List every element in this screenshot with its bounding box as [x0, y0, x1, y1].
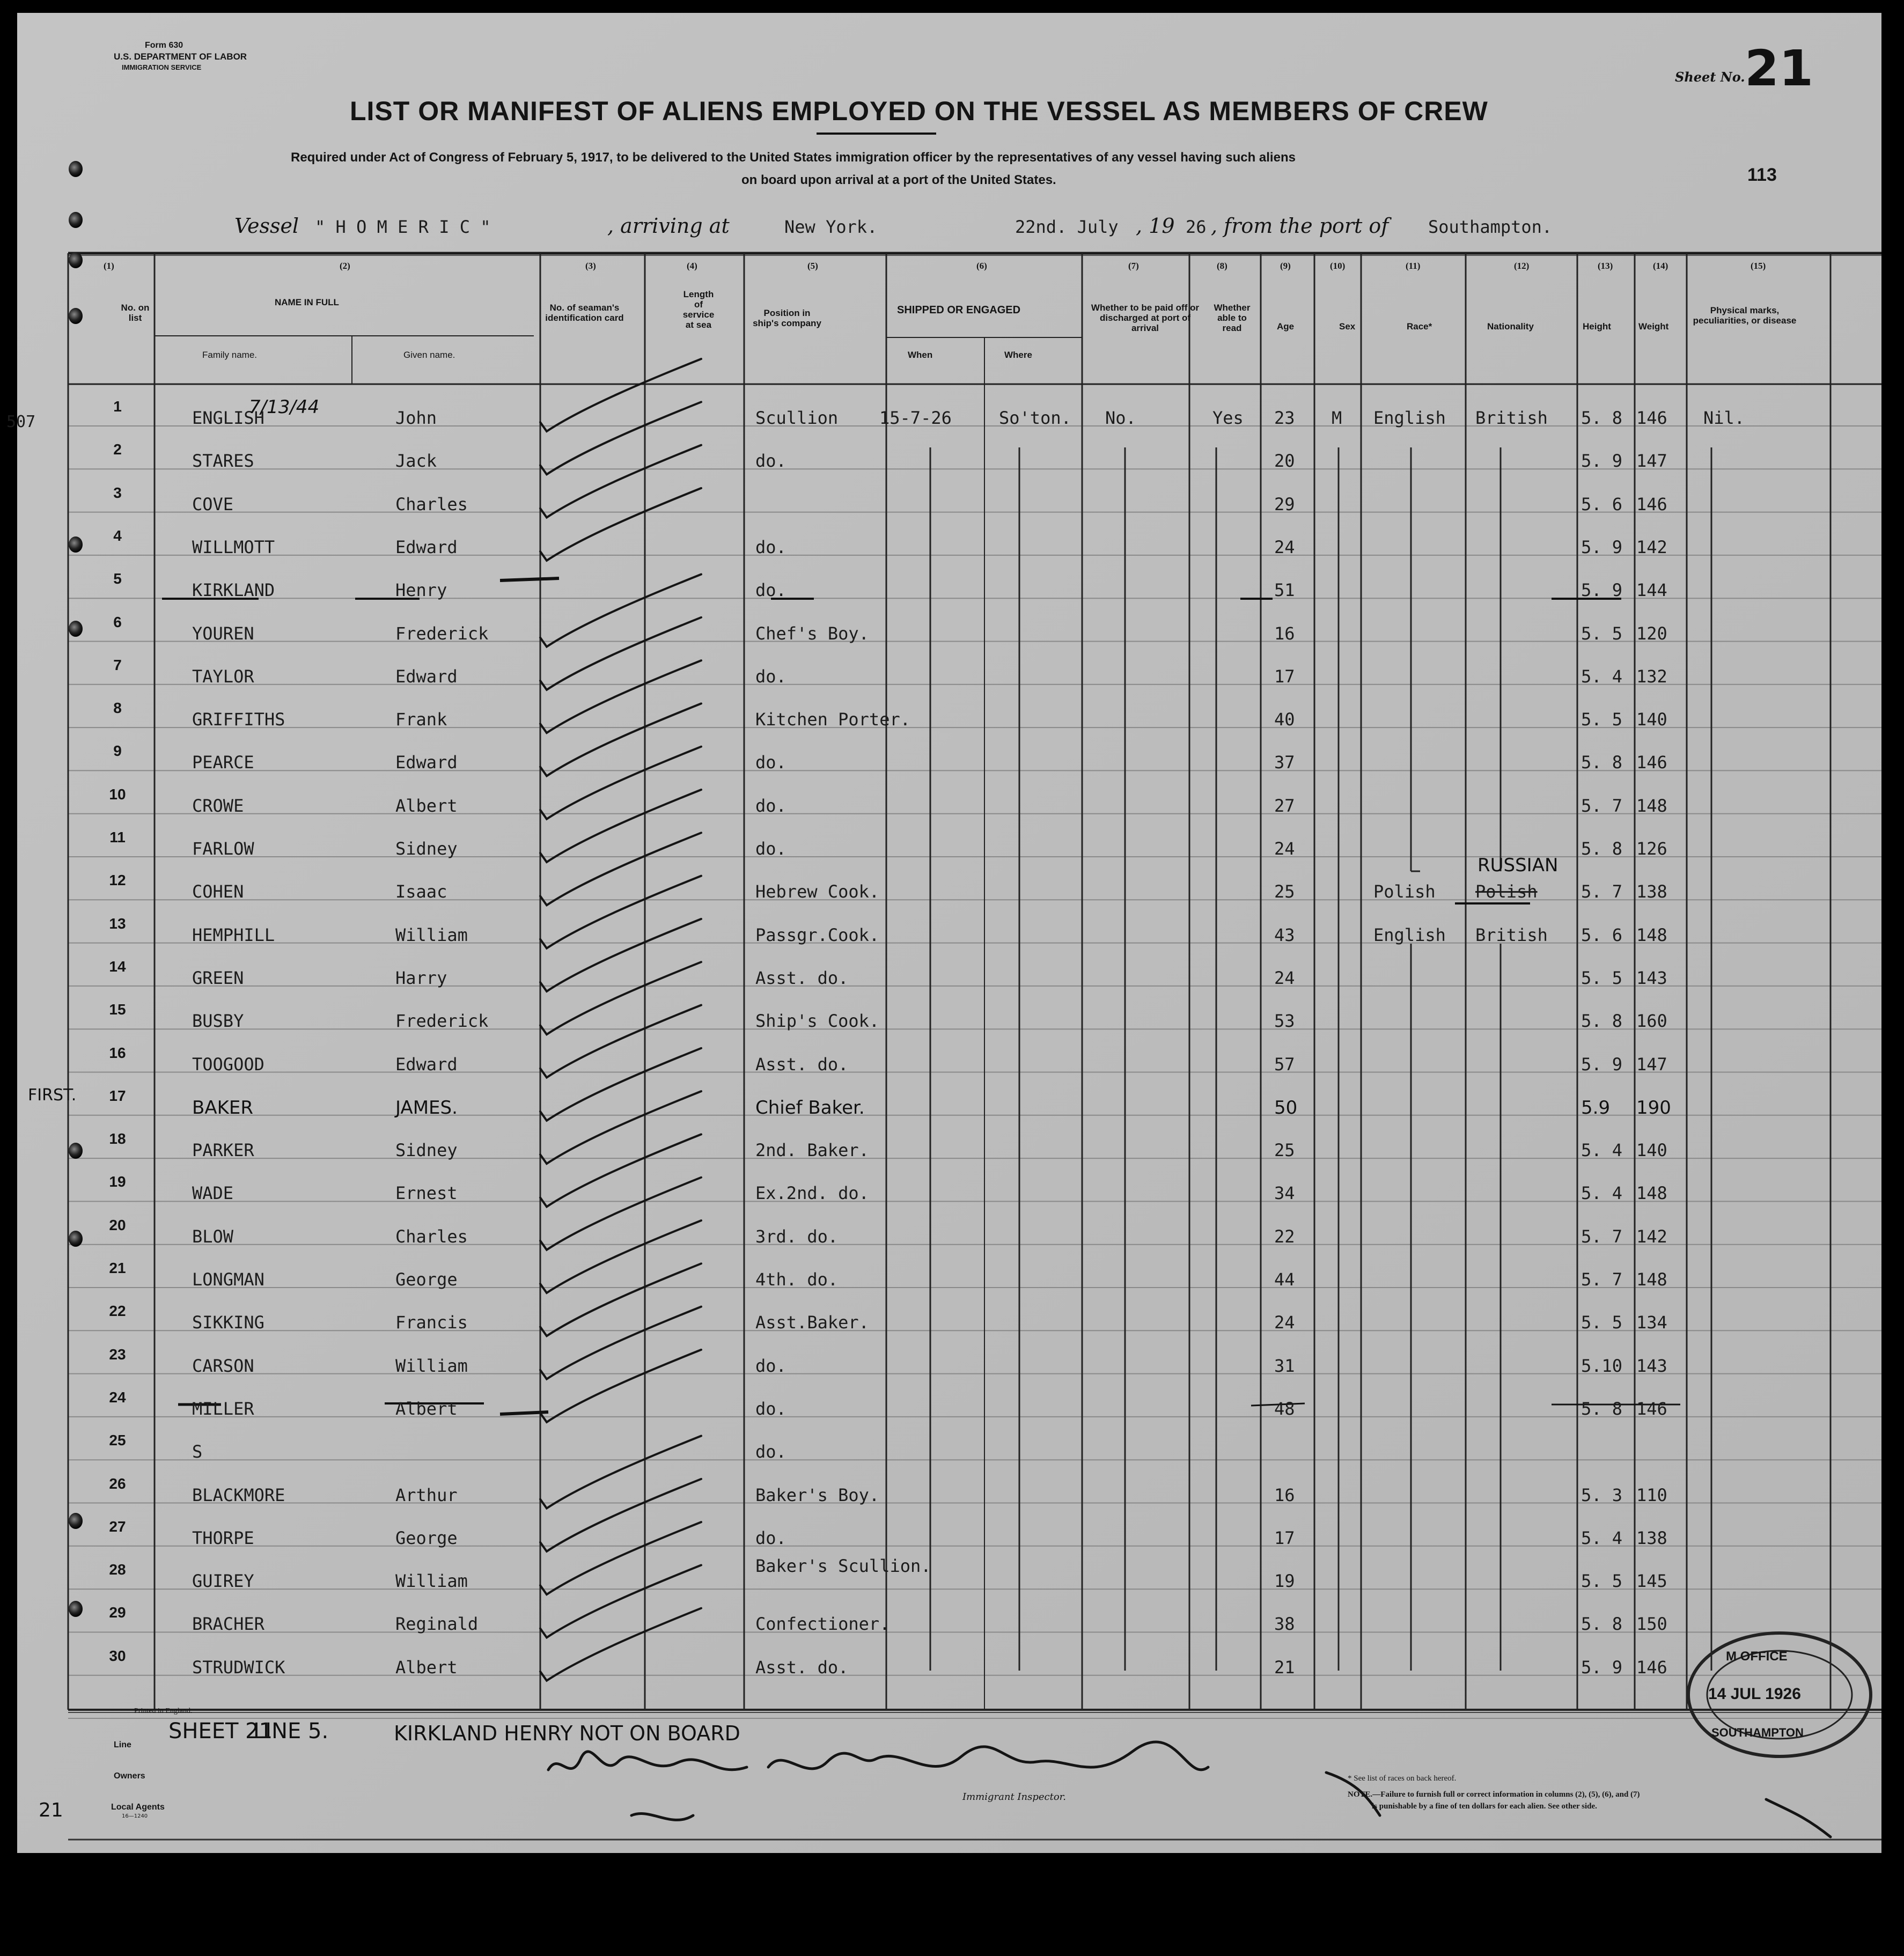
- column-number: (1): [104, 261, 114, 271]
- row-no: 2: [113, 441, 122, 458]
- row-no: 4: [113, 527, 122, 544]
- subtitle-line-2: on board upon arrival at a port of the United States.: [741, 173, 1056, 187]
- stamp-top: M OFFICE: [1726, 1649, 1788, 1664]
- row-given: Albert: [395, 1657, 458, 1678]
- service: IMMIGRATION SERVICE: [122, 63, 202, 71]
- row-age: 53: [1274, 1011, 1295, 1032]
- row-family: TAYLOR: [192, 666, 254, 687]
- row-height: 5. 4: [1581, 1527, 1623, 1548]
- row-height: 5. 8: [1581, 408, 1623, 428]
- row-height: 5.10: [1581, 1355, 1623, 1376]
- from-label: , from the port of: [1211, 214, 1389, 238]
- row-age: 34: [1274, 1183, 1295, 1204]
- row-age: 50: [1274, 1097, 1298, 1119]
- row-position: do.: [755, 666, 786, 687]
- row-family: BAKER: [192, 1097, 253, 1119]
- col-nationality: Nationality: [1487, 321, 1534, 332]
- row-nationality: British: [1475, 408, 1548, 428]
- department: U.S. DEPARTMENT OF LABOR: [114, 52, 247, 62]
- row-no: 1: [113, 398, 122, 415]
- row-age: 17: [1274, 666, 1295, 687]
- row-weight: 143: [1636, 1355, 1667, 1376]
- col-weight: Weight: [1638, 321, 1669, 332]
- row-family: COHEN: [192, 881, 244, 902]
- col-given-name: Given name.: [403, 350, 455, 360]
- row-marks: Nil.: [1703, 408, 1745, 428]
- column-number: (11): [1406, 261, 1421, 271]
- row-no: 25: [109, 1432, 126, 1449]
- row-given: Albert: [395, 1398, 458, 1419]
- row-position: do.: [755, 1527, 786, 1548]
- sheet-label: Sheet No.: [1675, 69, 1745, 85]
- row-age: 17: [1274, 1527, 1295, 1548]
- col-physical: Physical marks, peculiarities, or disease: [1693, 305, 1797, 326]
- row-no: 30: [109, 1647, 126, 1664]
- row-given: Frank: [395, 709, 447, 730]
- row-weight: 160: [1636, 1011, 1667, 1032]
- col-length-service: Length of service at sea: [682, 289, 715, 330]
- col-position: Position in ship's company: [753, 308, 821, 328]
- row-height: 5. 4: [1581, 666, 1623, 687]
- row-height: 5. 5: [1581, 967, 1623, 988]
- row-position: do.: [755, 795, 786, 816]
- row-position: Hebrew Cook.: [755, 881, 880, 902]
- row-given: George: [395, 1527, 458, 1548]
- row-weight: 144: [1636, 580, 1667, 601]
- row-family: YOUREN: [192, 623, 254, 644]
- row-family: GRIFFITHS: [192, 709, 285, 730]
- row-read: Yes: [1212, 408, 1244, 428]
- row-position: Asst. do.: [755, 967, 849, 988]
- row-position: 3rd. do.: [755, 1226, 839, 1247]
- row-no: 11: [109, 829, 126, 845]
- row-weight: 147: [1636, 1054, 1667, 1075]
- col-age: Age: [1277, 321, 1295, 332]
- row-no: 17: [109, 1087, 126, 1104]
- departure-port: Southampton.: [1428, 217, 1553, 237]
- col-when: When: [908, 350, 933, 360]
- row-no: 28: [109, 1561, 126, 1578]
- row-weight: 145: [1636, 1571, 1667, 1592]
- row-no: 7: [113, 656, 122, 673]
- row-age: 38: [1274, 1614, 1295, 1635]
- row-no: 3: [113, 484, 122, 501]
- row-height: 5. 9: [1581, 1657, 1623, 1678]
- year-prefix: , 19: [1136, 214, 1175, 238]
- col-family-name: Family name.: [202, 350, 258, 360]
- row-given: John: [395, 408, 437, 428]
- row-given: Albert: [395, 795, 458, 816]
- row-position: Kitchen Porter.: [755, 709, 910, 730]
- row-position: do.: [755, 536, 786, 557]
- row-family: MILLER: [192, 1398, 254, 1419]
- row-no: 19: [109, 1173, 126, 1190]
- row-position: Confectioner.: [755, 1614, 890, 1635]
- inspector-label: Immigrant Inspector.: [962, 1791, 1067, 1803]
- races-note: * See list of races on back hereof.: [1348, 1774, 1457, 1783]
- col-paid-off: Whether to be paid off or discharged at port of arrival: [1091, 303, 1200, 333]
- row-age: 24: [1274, 1312, 1295, 1333]
- row-race: Polish: [1373, 881, 1436, 902]
- row-where: So'ton.: [999, 408, 1071, 428]
- row-given: William: [395, 924, 468, 945]
- arrival-year: 26: [1186, 217, 1207, 237]
- row-family: FARLOW: [192, 839, 254, 859]
- column-number: (4): [687, 261, 697, 271]
- row-weight: 140: [1636, 1140, 1667, 1161]
- column-number: (15): [1751, 261, 1766, 271]
- column-number: (6): [976, 261, 987, 271]
- row-height: 5. 5: [1581, 709, 1623, 730]
- row-weight: 148: [1636, 924, 1667, 945]
- row-weight: 147: [1636, 451, 1667, 472]
- column-number: (14): [1653, 261, 1668, 271]
- row-given: William: [395, 1571, 468, 1592]
- row-weight: 148: [1636, 795, 1667, 816]
- row-age: 23: [1274, 408, 1295, 428]
- row-family: HEMPHILL: [192, 924, 275, 945]
- note-sheet: SHEET 21: [168, 1719, 273, 1744]
- page-number: 113: [1747, 165, 1777, 185]
- printed-in: Printed in England.: [134, 1707, 193, 1715]
- row-age: 37: [1274, 752, 1295, 773]
- row-height: 5.9: [1581, 1097, 1611, 1119]
- row-weight: 190: [1636, 1097, 1671, 1119]
- row-position: do.: [755, 451, 786, 472]
- row-family: PEARCE: [192, 752, 254, 773]
- row-age: 57: [1274, 1054, 1295, 1075]
- col-able-read: Whether able to read: [1214, 303, 1251, 333]
- col-height: Height: [1583, 321, 1611, 332]
- row-position: Baker's Scullion.: [755, 1556, 931, 1577]
- row-family: STRUDWICK: [192, 1657, 285, 1678]
- row-family: COVE: [192, 494, 234, 514]
- row-no: 13: [109, 915, 126, 932]
- line-label: Line: [114, 1740, 131, 1749]
- row-weight: 146: [1636, 494, 1667, 514]
- row-given: Edward: [395, 666, 458, 687]
- row-height: 5. 7: [1581, 795, 1623, 816]
- row-age: 16: [1274, 1484, 1295, 1505]
- row-given: Henry: [395, 580, 447, 601]
- stamp-date: 14 JUL 1926: [1708, 1685, 1801, 1703]
- col-seaman-card: No. of seaman's identification card: [545, 303, 624, 323]
- row-given: Jack: [395, 451, 437, 472]
- row-height: 5. 9: [1581, 1054, 1623, 1075]
- row-no: 9: [113, 742, 122, 760]
- row-height: 5. 8: [1581, 752, 1623, 773]
- row-age: 25: [1274, 881, 1295, 902]
- row-given: Arthur: [395, 1484, 458, 1505]
- row-family: THORPE: [192, 1527, 254, 1548]
- row-family: GUIREY: [192, 1571, 254, 1592]
- row-weight: 138: [1636, 881, 1667, 902]
- column-number: (3): [585, 261, 596, 271]
- row-age: 27: [1274, 795, 1295, 816]
- col-race: Race*: [1407, 321, 1432, 332]
- row-age: 24: [1274, 967, 1295, 988]
- row-height: 5. 5: [1581, 1312, 1623, 1333]
- row-position: Asst. do.: [755, 1054, 849, 1075]
- row-given: Isaac: [395, 881, 447, 902]
- stamp-bottom: SOUTHAMPTON: [1711, 1726, 1804, 1739]
- row-given: George: [395, 1269, 458, 1290]
- margin-first-note: FIRST.: [28, 1086, 77, 1105]
- row-given: Edward: [395, 752, 458, 773]
- column-number: (10): [1330, 261, 1346, 271]
- row-age: 31: [1274, 1355, 1295, 1376]
- column-number: (7): [1128, 261, 1139, 271]
- row-position: Asst.Baker.: [755, 1312, 869, 1333]
- row-nationality: Polish: [1475, 881, 1538, 902]
- row-family: CROWE: [192, 795, 244, 816]
- agents-label: Local Agents: [111, 1803, 165, 1812]
- row-position: Asst. do.: [755, 1657, 849, 1678]
- row-family: WADE: [192, 1183, 234, 1204]
- row-age: 16: [1274, 623, 1295, 644]
- row-given: Ernest: [395, 1183, 458, 1204]
- row-given: Francis: [395, 1312, 468, 1333]
- row-position: Chef's Boy.: [755, 623, 869, 644]
- row-given: Charles: [395, 494, 468, 514]
- column-number: (8): [1217, 261, 1227, 271]
- column-number: (5): [807, 261, 818, 271]
- row-age: 29: [1274, 494, 1295, 514]
- row-weight: 134: [1636, 1312, 1667, 1333]
- row-family: STARES: [192, 451, 254, 472]
- form-number: Form 630: [145, 41, 183, 50]
- row-age: 19: [1274, 1571, 1295, 1592]
- row-position: Baker's Boy.: [755, 1484, 880, 1505]
- row-weight: 146: [1636, 1398, 1667, 1419]
- row-position: do.: [755, 580, 786, 601]
- row-when: 15-7-26: [879, 408, 952, 428]
- row-family: PARKER: [192, 1140, 254, 1161]
- row-given: Sidney: [395, 1140, 458, 1161]
- row-weight: 140: [1636, 709, 1667, 730]
- row-given: Harry: [395, 967, 447, 988]
- column-number: (2): [340, 261, 350, 271]
- row-no: 24: [109, 1388, 126, 1406]
- row-no: 12: [109, 872, 126, 889]
- row-no: 27: [109, 1518, 126, 1535]
- row-weight: 142: [1636, 536, 1667, 557]
- row-no: 10: [109, 785, 126, 803]
- owners-label: Owners: [114, 1771, 145, 1781]
- row-family: BUSBY: [192, 1011, 244, 1032]
- row-weight: 150: [1636, 1614, 1667, 1635]
- row-height: 5. 5: [1581, 1571, 1623, 1592]
- row-position: do.: [755, 839, 786, 859]
- row-no: 18: [109, 1130, 126, 1148]
- row-no: 5: [113, 570, 122, 587]
- penalty-note-2: is punishable by a fine of ten dollars for each alien. See other side.: [1372, 1802, 1597, 1811]
- row-given: William: [395, 1355, 468, 1376]
- row-position: Passgr.Cook.: [755, 924, 880, 945]
- row-family: LONGMAN: [192, 1269, 264, 1290]
- row-given: Edward: [395, 536, 458, 557]
- vessel-name: " H O M E R I C ": [315, 217, 491, 237]
- note-not-on-board: KIRKLAND HENRY NOT ON BOARD: [394, 1722, 740, 1745]
- vessel-label: Vessel: [234, 214, 299, 238]
- row-position: do.: [755, 1398, 786, 1419]
- row1-annotation: 7/13/44: [249, 396, 320, 418]
- row-weight: 110: [1636, 1484, 1667, 1505]
- row-age: 20: [1274, 451, 1295, 472]
- row-weight: 146: [1636, 408, 1667, 428]
- row-height: 5. 5: [1581, 623, 1623, 644]
- sheet-number: 21: [1745, 40, 1814, 97]
- row-age: 40: [1274, 709, 1295, 730]
- row-family: BLACKMORE: [192, 1484, 285, 1505]
- row-family: WILLMOTT: [192, 536, 275, 557]
- row-weight: 148: [1636, 1269, 1667, 1290]
- note-line: LINE 5.: [253, 1719, 329, 1744]
- col-sex: Sex: [1339, 321, 1356, 332]
- row-weight: 146: [1636, 1657, 1667, 1678]
- row-given: Frederick: [395, 623, 489, 644]
- row-age: 44: [1274, 1269, 1295, 1290]
- row-no: 21: [109, 1260, 126, 1276]
- page-title: LIST OR MANIFEST OF ALIENS EMPLOYED ON THE VESSEL AS MEMBERS OF CREW: [350, 96, 1488, 126]
- row-no: 23: [109, 1345, 126, 1363]
- row-weight: 126: [1636, 839, 1667, 859]
- row-position: 2nd. Baker.: [755, 1140, 869, 1161]
- arrival-date: 22nd. July: [1015, 217, 1119, 237]
- row-age: 43: [1274, 924, 1295, 945]
- row-no: 6: [113, 613, 122, 630]
- col-where: Where: [1004, 350, 1032, 360]
- row-given: Sidney: [395, 839, 458, 859]
- agents-code: 16—1240: [122, 1813, 148, 1819]
- row-age: 24: [1274, 839, 1295, 859]
- row-weight: 120: [1636, 623, 1667, 644]
- row-height: 5. 8: [1581, 1011, 1623, 1032]
- row-height: 5. 9: [1581, 451, 1623, 472]
- row-age: 25: [1274, 1140, 1295, 1161]
- row-no: 16: [109, 1044, 126, 1061]
- col-no-on-list: No. on list: [121, 303, 150, 323]
- row-height: 5. 6: [1581, 494, 1623, 514]
- nationality-correction: RUSSIAN: [1477, 855, 1559, 877]
- row-weight: 132: [1636, 666, 1667, 687]
- row-position: do.: [755, 1442, 786, 1462]
- row-position: Chief Baker.: [755, 1097, 865, 1119]
- row-family: GREEN: [192, 967, 244, 988]
- row-height: 5. 7: [1581, 881, 1623, 902]
- row-family: SIKKING: [192, 1312, 264, 1333]
- row-race: English: [1373, 924, 1446, 945]
- row-weight: 146: [1636, 752, 1667, 773]
- row-family: CARSON: [192, 1355, 254, 1376]
- row-position: do.: [755, 1355, 786, 1376]
- row-family: BLOW: [192, 1226, 234, 1247]
- subtitle-line-1: Required under Act of Congress of February 5, 1917, to be delivered to the United States immigration officer by the representatives of any vessel having such aliens: [291, 150, 1296, 165]
- row-age: 48: [1274, 1398, 1295, 1419]
- row-height: 5. 7: [1581, 1269, 1623, 1290]
- row-no: 15: [109, 1001, 126, 1018]
- row-height: 5. 9: [1581, 536, 1623, 557]
- row-age: 24: [1274, 536, 1295, 557]
- row-position: Ship's Cook.: [755, 1011, 880, 1032]
- row-position: do.: [755, 752, 786, 773]
- row-height: 5. 8: [1581, 839, 1623, 859]
- row-given: Charles: [395, 1226, 468, 1247]
- row-no: 20: [109, 1216, 126, 1233]
- row-age: 21: [1274, 1657, 1295, 1678]
- row-age: 22: [1274, 1226, 1295, 1247]
- margin-mark: 21: [39, 1799, 63, 1821]
- col-name-in-full: NAME IN FULL: [275, 297, 339, 307]
- row-sex: M: [1332, 408, 1342, 428]
- row-no: 26: [109, 1475, 126, 1492]
- row-no: 29: [109, 1604, 126, 1621]
- row-height: 5. 8: [1581, 1398, 1623, 1419]
- row-race: English: [1373, 408, 1446, 428]
- row-given: Frederick: [395, 1011, 489, 1032]
- row-height: 5. 8: [1581, 1614, 1623, 1635]
- row-given: Edward: [395, 1054, 458, 1075]
- row-age: 51: [1274, 580, 1295, 601]
- row-height: 5. 3: [1581, 1484, 1623, 1505]
- row-height: 5. 6: [1581, 924, 1623, 945]
- row-position: Scullion: [755, 408, 839, 428]
- row-height: 5. 7: [1581, 1226, 1623, 1247]
- column-number: (9): [1280, 261, 1291, 271]
- row-family: BRACHER: [192, 1614, 264, 1635]
- row-height: 5. 4: [1581, 1140, 1623, 1161]
- row-position: 4th. do.: [755, 1269, 839, 1290]
- column-number: (12): [1514, 261, 1530, 271]
- row-no: 8: [113, 700, 122, 717]
- row-position: Ex.2nd. do.: [755, 1183, 869, 1204]
- arriving-label: , arriving at: [607, 214, 730, 238]
- row-weight: 138: [1636, 1527, 1667, 1548]
- row-no: 22: [109, 1303, 126, 1320]
- penalty-note-1: NOTE.—Failure to furnish full or correct information in columns (2), (5), (6), and (7): [1348, 1790, 1640, 1799]
- row-weight: 148: [1636, 1183, 1667, 1204]
- row-given: Reginald: [395, 1614, 479, 1635]
- row-family: S: [192, 1442, 203, 1462]
- row-family: TOOGOOD: [192, 1054, 264, 1075]
- row-nationality: British: [1475, 924, 1548, 945]
- row-height: 5. 9: [1581, 580, 1623, 601]
- col-shipped: SHIPPED OR ENGAGED: [897, 304, 1021, 316]
- margin-number: 507: [6, 413, 36, 431]
- row-family: ENGLISH: [192, 408, 264, 428]
- row-paid: No.: [1105, 408, 1136, 428]
- arrival-port: New York.: [784, 217, 878, 237]
- row-height: 5. 4: [1581, 1183, 1623, 1204]
- row-family: KIRKLAND: [192, 580, 275, 601]
- column-number: (13): [1598, 261, 1613, 271]
- row-no: 14: [109, 958, 126, 975]
- row-weight: 142: [1636, 1226, 1667, 1247]
- row-weight: 143: [1636, 967, 1667, 988]
- row-given: JAMES.: [395, 1097, 458, 1119]
